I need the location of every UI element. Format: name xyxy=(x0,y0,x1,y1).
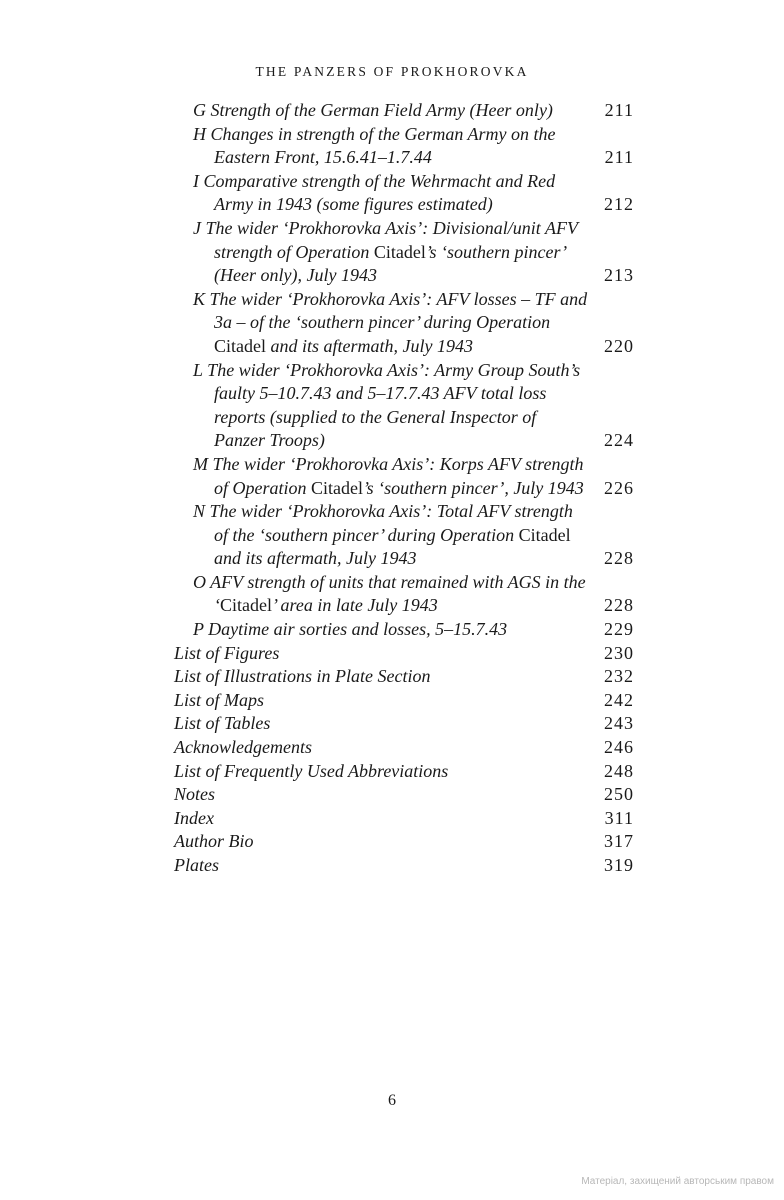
toc-entry-page: 228 xyxy=(604,548,634,569)
toc-entry[interactable] xyxy=(174,359,634,453)
toc-entry[interactable] xyxy=(174,99,634,123)
roman-text: Citadel xyxy=(214,335,266,356)
italic-text: ’s ‘southern pincer’, July 1943 xyxy=(363,477,584,498)
toc-entry-page: 212 xyxy=(604,194,634,215)
italic-text: ’s ‘southern pincer’ (Heer only), July 1943 xyxy=(214,241,566,286)
toc-entry-title xyxy=(174,760,574,784)
italic-text: Index xyxy=(174,807,214,828)
italic-text: Author Bio xyxy=(174,831,254,852)
toc-entry-title xyxy=(174,571,587,618)
italic-text: K The wider ‘Prokhorovka Axis’: AFV losses – TF and 3a – of the ‘southern pincer’ during Operation xyxy=(193,288,588,333)
roman-text: Citadel xyxy=(311,477,363,498)
italic-text: P Daytime air sorties and losses, 5–15.7.43 xyxy=(193,619,508,640)
italic-text: O AFV strength of units that remained with AGS in the ‘ xyxy=(193,571,586,616)
copyright-watermark: Матеріал, захищений авторським правом xyxy=(581,1176,774,1187)
toc-entry-page: 246 xyxy=(604,737,634,758)
toc-entry[interactable] xyxy=(174,571,634,618)
toc-entry-title xyxy=(174,217,587,288)
toc-entry-page: 248 xyxy=(604,760,634,781)
toc-entry-title xyxy=(174,642,574,666)
toc-entry-title xyxy=(174,712,574,736)
toc-entry-title xyxy=(174,99,587,123)
toc-entry[interactable] xyxy=(174,736,634,760)
toc-entry-title xyxy=(174,123,587,170)
italic-text: List of Tables xyxy=(174,713,271,734)
toc-entry-page: 232 xyxy=(604,666,634,687)
toc-entry-page: 211 xyxy=(604,100,634,120)
italic-text: and its aftermath, July 1943 xyxy=(214,548,417,569)
toc-entry-title xyxy=(174,689,574,713)
toc-entry-page: 229 xyxy=(604,619,634,640)
toc-entry-page: 230 xyxy=(604,642,634,663)
toc-entry[interactable] xyxy=(174,618,634,642)
toc-entry[interactable] xyxy=(174,783,634,807)
page-number: 6 xyxy=(388,1092,396,1109)
toc-entry-page: 242 xyxy=(604,689,634,710)
toc-entry[interactable] xyxy=(174,288,634,359)
roman-text: Citadel xyxy=(518,524,571,545)
table-of-contents xyxy=(174,99,634,878)
toc-entry-title xyxy=(174,618,587,642)
italic-text: N The wider ‘Prokhorovka Axis’: Total AFV strength of the ‘southern pincer’ during Operation xyxy=(193,501,573,545)
toc-entry-page: 228 xyxy=(604,595,634,616)
toc-entry[interactable] xyxy=(174,830,634,854)
roman-text: Citadel xyxy=(373,241,426,262)
italic-text: L The wider ‘Prokhorovka Axis’: Army Group South’s faulty 5–10.7.43 and 5–17.7.43 AFV total loss reports (supplied to the General Inspector of Panzer Troops) xyxy=(193,359,581,451)
toc-entry-page: 319 xyxy=(604,855,634,875)
toc-entry-page: 226 xyxy=(604,477,634,498)
toc-entry[interactable] xyxy=(174,170,634,217)
toc-entry-page: 243 xyxy=(604,713,634,734)
toc-entry[interactable] xyxy=(174,689,634,713)
toc-entry-page: 311 xyxy=(604,807,634,828)
toc-entry[interactable] xyxy=(174,453,634,500)
italic-text: J The wider ‘Prokhorovka Axis’: Divisional/unit AFV strength of Operation xyxy=(193,217,578,262)
roman-text: Citadel xyxy=(220,595,272,616)
toc-entry-title xyxy=(174,783,574,807)
italic-text: G Strength of the German Field Army (Heer only) xyxy=(193,100,553,120)
italic-text: H Changes in strength of the German Army on the Eastern Front, 15.6.41–1.7.44 xyxy=(193,123,556,168)
italic-text: M The wider ‘Prokhorovka Axis’: Korps AFV strength of Operation xyxy=(193,453,584,498)
toc-entry-title xyxy=(174,288,587,359)
toc-entry-title xyxy=(174,830,574,854)
toc-entry[interactable] xyxy=(174,854,634,878)
italic-text: List of Maps xyxy=(174,689,265,710)
toc-entry-page: 211 xyxy=(604,147,634,168)
toc-entry-title xyxy=(174,807,574,831)
toc-entry-title xyxy=(174,170,587,217)
italic-text: List of Illustrations in Plate Section xyxy=(174,666,431,687)
toc-entry-title xyxy=(174,736,574,760)
running-head: THE PANZERS OF PROKHOROVKA xyxy=(255,64,529,79)
italic-text: and its aftermath, July 1943 xyxy=(266,335,473,356)
toc-entry[interactable] xyxy=(174,217,634,288)
toc-entry-page: 317 xyxy=(604,831,634,852)
toc-entry[interactable] xyxy=(174,642,634,666)
toc-entry-page: 220 xyxy=(604,335,634,356)
toc-entry-page: 250 xyxy=(604,784,634,805)
italic-text: Acknowledgements xyxy=(174,737,312,758)
italic-text: Plates xyxy=(174,855,219,875)
toc-entry[interactable] xyxy=(174,123,634,170)
toc-entry-title xyxy=(174,453,587,500)
toc-entry[interactable] xyxy=(174,807,634,831)
toc-entry[interactable] xyxy=(174,665,634,689)
toc-entry-title xyxy=(174,665,574,689)
toc-entry[interactable] xyxy=(174,500,634,571)
italic-text: ’ area in late July 1943 xyxy=(272,595,438,616)
toc-entry-page: 213 xyxy=(604,265,634,286)
toc-entry[interactable] xyxy=(174,712,634,736)
italic-text: I Comparative strength of the Wehrmacht and Red Army in 1943 (some figures estimated) xyxy=(193,170,556,215)
toc-entry[interactable] xyxy=(174,760,634,784)
italic-text: Notes xyxy=(174,784,216,805)
toc-entry-title xyxy=(174,500,587,571)
toc-entry-title xyxy=(174,854,574,878)
toc-entry-title xyxy=(174,359,587,453)
italic-text: List of Figures xyxy=(174,642,280,663)
toc-entry-page: 224 xyxy=(604,430,634,451)
italic-text: List of Frequently Used Abbreviations xyxy=(174,760,449,781)
